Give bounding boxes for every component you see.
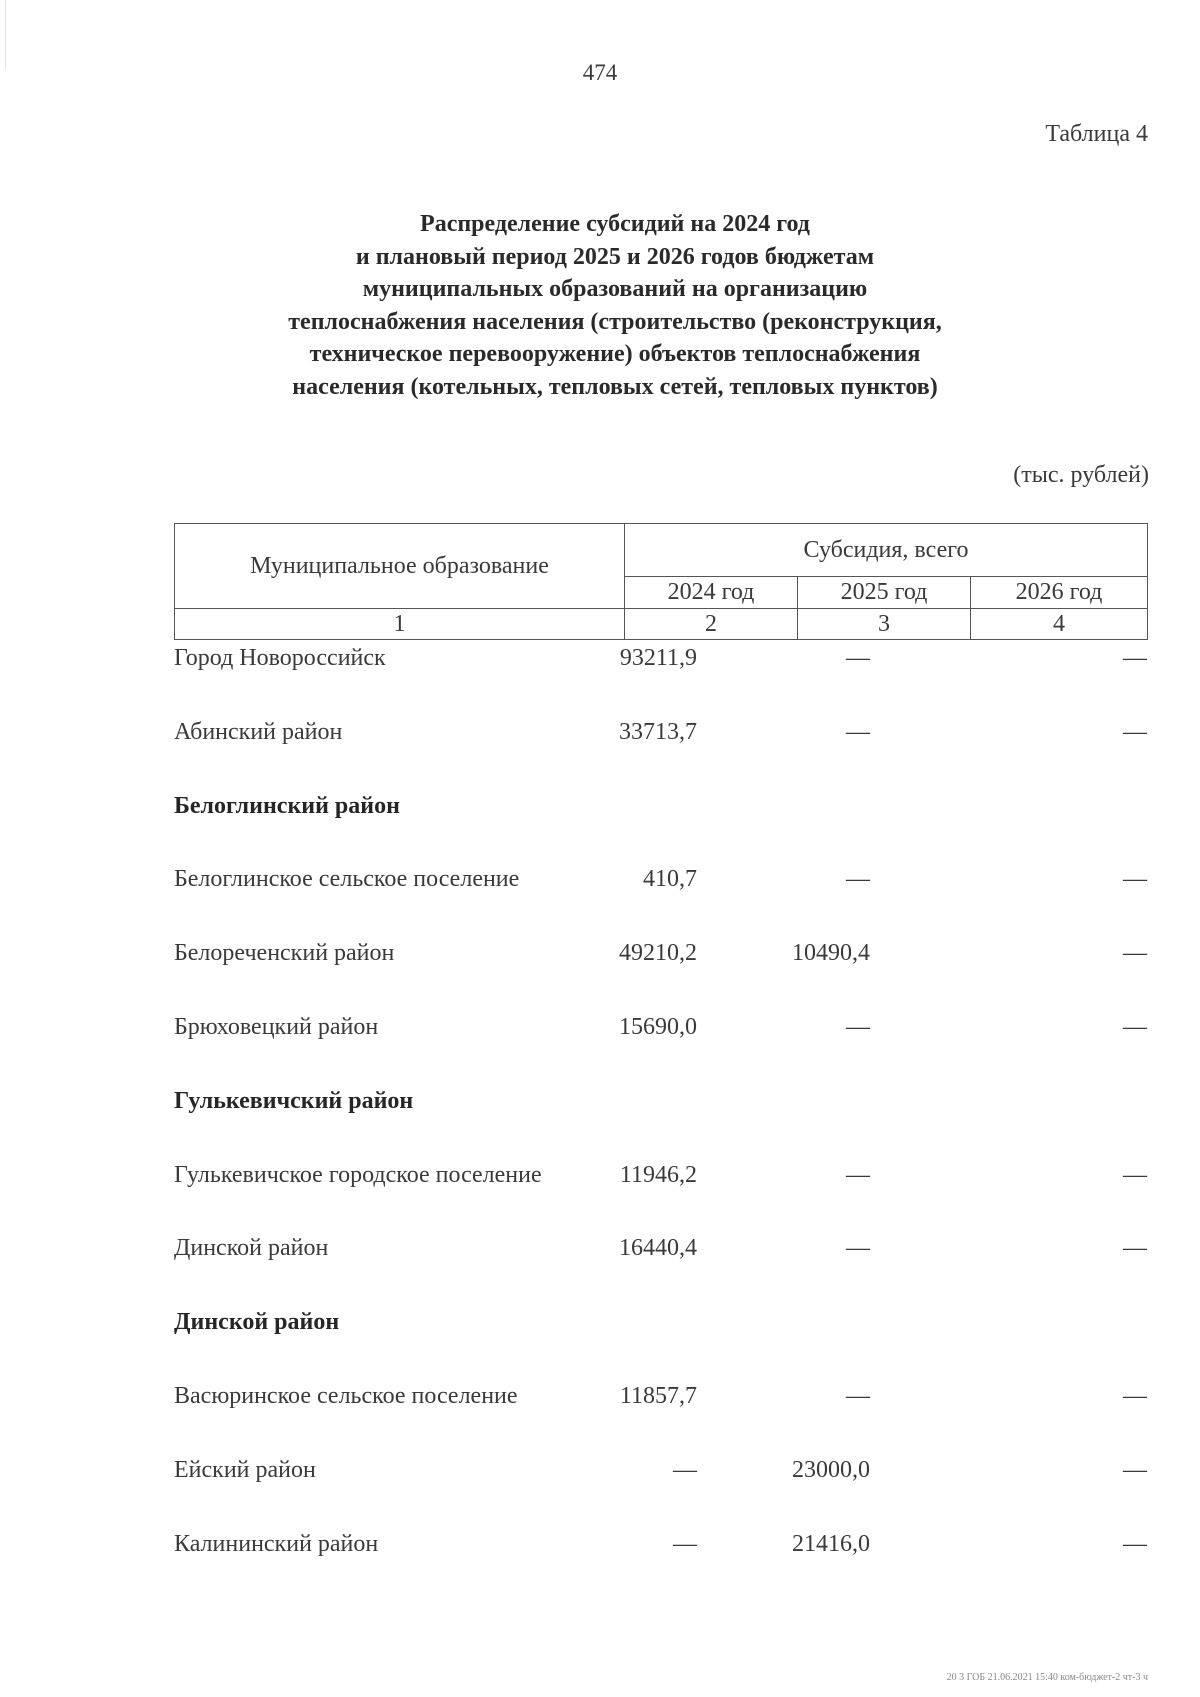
header-year-2026: 2026 год [971,577,1148,609]
row-value-2025: — [846,645,870,671]
table-row [174,866,1147,940]
row-value-2024: 410,7 [643,866,697,893]
header-year-2025: 2025 год [798,577,971,609]
row-municipality-name: Брюховецкий район [174,1013,379,1040]
row-value-2025: 23000,0 [792,1456,870,1483]
table-row [174,645,1147,719]
table-row [174,1014,1147,1088]
row-municipality-name: Гулькевичское городское поселение [174,1161,542,1188]
row-value-2026: — [1123,1013,1147,1040]
table-group-row [174,1088,1147,1162]
row-value-2025: — [846,1235,870,1262]
table-label: Таблица 4 [1045,121,1148,147]
row-municipality-name: Белоглинский район [174,792,400,819]
title-line: техническое перевооружение) объектов теплоснабжения [309,341,921,367]
header-municipality: Муниципальное образование [175,524,625,609]
table-group-row [174,793,1147,867]
table-row [174,1531,1147,1605]
title-line: муниципальных образований на организацию [362,276,868,302]
row-municipality-name: Ейский район [174,1456,316,1483]
header-col-number: 1 [175,609,625,640]
row-value-2026: — [1123,1382,1147,1409]
table-row [174,1162,1147,1236]
row-value-2024: 33713,7 [619,718,697,745]
row-municipality-name: Динской район [174,1309,340,1336]
row-value-2026: — [1123,718,1147,745]
header-col-number: 2 [625,609,798,640]
row-value-2025: — [846,1013,870,1040]
table-row [174,940,1147,1014]
table-row [174,1457,1147,1531]
row-value-2024: 15690,0 [619,1013,697,1040]
row-value-2026: — [1123,1235,1147,1262]
table-body [174,645,1147,1604]
row-value-2025: 10490,4 [792,940,870,967]
row-value-2025: — [846,718,870,745]
footer-code: 20 3 ГОБ 21.06.2021 15:40 ком-бюджет-2 чт-3 ч [946,1672,1148,1683]
document-title [150,208,1080,403]
row-value-2025: 21416,0 [792,1530,870,1557]
row-value-2026: — [1123,1456,1147,1483]
header-subsidy-total: Субсидия, всего [625,524,1148,577]
header-col-number: 3 [798,609,971,640]
row-municipality-name: Васюринское сельское поселение [174,1382,518,1409]
table-group-row [174,1309,1147,1383]
row-municipality-name: Динской район [174,1235,329,1262]
row-municipality-name: Калининский район [174,1530,379,1557]
header-col-number: 4 [971,609,1148,640]
row-municipality-name: Абинский район [174,718,343,745]
row-value-2024: — [673,1456,697,1483]
row-value-2024: 93211,9 [619,645,697,671]
page-number: 474 [582,60,618,85]
row-value-2026: — [1123,940,1147,967]
row-municipality-name: Белоглинское сельское поселение [174,866,520,893]
row-value-2026: — [1123,1161,1147,1188]
title-line: и плановый период 2025 и 2026 годов бюджетам [355,243,875,270]
row-value-2024: 16440,4 [619,1235,697,1262]
row-value-2024: 49210,2 [619,940,697,967]
row-value-2025: — [846,866,870,893]
units-label: (тыс. рублей) [1013,462,1149,488]
row-value-2024: — [673,1530,697,1557]
row-value-2026: — [1123,866,1147,893]
row-municipality-name: Белореченский район [174,940,395,967]
row-value-2026: — [1123,645,1147,671]
row-municipality-name: Гулькевичский район [174,1087,414,1114]
table-row [174,719,1147,793]
table-row [174,1383,1147,1457]
row-value-2026: — [1123,1530,1147,1557]
row-value-2024: 11857,7 [619,1382,697,1409]
title-line: населения (котельных, тепловых сетей, тепловых пунктов) [292,373,938,400]
title-line: Распределение субсидий на 2024 год [420,211,810,237]
row-value-2025: — [846,1382,870,1409]
row-municipality-name: Город Новороссийск [174,645,386,671]
table-row [174,1235,1147,1309]
row-value-2024: 11946,2 [619,1161,697,1188]
row-value-2025: — [846,1161,870,1188]
table-header [174,523,1148,640]
header-year-2024: 2024 год [625,577,798,609]
title-line: теплоснабжения населения (строительство (реконструкция, [288,308,942,335]
